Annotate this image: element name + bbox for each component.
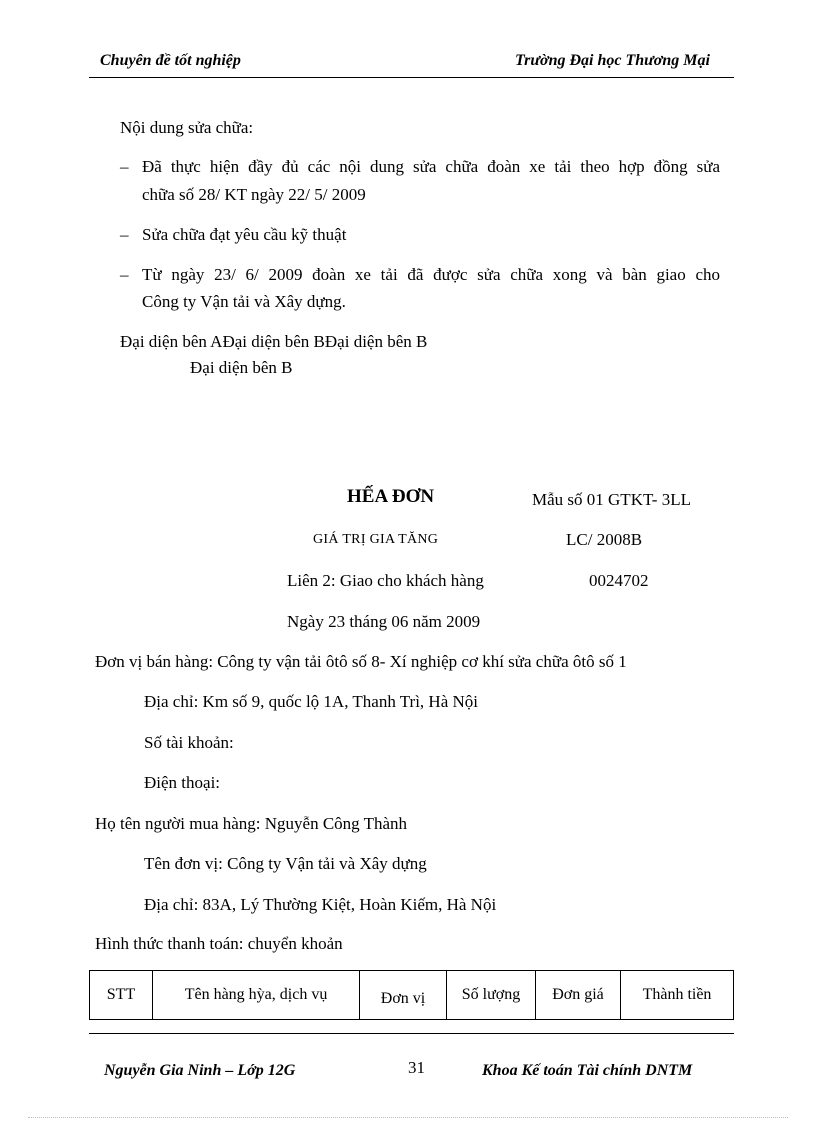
- header-right: Trường Đại học Thương Mại: [515, 52, 710, 69]
- seller-phone: Điện thoại:: [144, 773, 221, 792]
- bullet-3-line-2: Công ty Vận tải và Xây dựng.: [142, 292, 346, 311]
- payment-method: Hình thức thanh toán: chuyển khoản: [95, 934, 343, 953]
- bullet-1-line-1: Đã thực hiện đầy đủ các nội dung sửa chữa đoàn xe tải theo hợp đồng sửa: [142, 157, 720, 176]
- bullet-dash-1: –: [120, 157, 129, 176]
- invoice-copy: Liên 2: Giao cho khách hàng: [287, 571, 484, 590]
- col-header-item-name: Tên hàng hỳa, dịch vụ: [153, 971, 360, 1020]
- bullet-dash-3: –: [120, 265, 129, 284]
- table-header-row: [90, 971, 734, 1020]
- signatures-line-2: Đại diện bên B: [190, 358, 293, 377]
- invoice-title: HẾA ĐƠN: [347, 486, 435, 507]
- invoice-series: LC/ 2008B: [566, 530, 643, 549]
- buyer-unit: Tên đơn vị: Công ty Vận tải và Xây dựng: [144, 854, 427, 873]
- col-header-amount: Thành tiền: [621, 971, 734, 1020]
- repair-heading: Nội dung sửa chữa:: [120, 118, 254, 137]
- footer-rule: [89, 1033, 734, 1034]
- seller-address: Địa chỉ: Km số 9, quốc lộ 1A, Thanh Trì, Hà Nội: [144, 692, 479, 711]
- footer-author: Nguyễn Gia Ninh – Lớp 12G: [104, 1062, 296, 1079]
- col-header-unit-price: Đơn giá: [536, 971, 621, 1020]
- items-table: [89, 970, 734, 1020]
- bullet-3-line-1: Từ ngày 23/ 6/ 2009 đoàn xe tải đã được sửa chữa xong và bàn giao cho: [142, 265, 720, 284]
- invoice-form-number: Mẫu số 01 GTKT- 3LL: [532, 490, 691, 509]
- signatures-line-1: Đại diện bên AĐại diện bên BĐại diện bên B: [120, 332, 428, 351]
- buyer-name: Họ tên người mua hàng: Nguyễn Công Thành: [95, 814, 408, 833]
- bullet-1-line-2: chữa số 28/ KT ngày 22/ 5/ 2009: [142, 185, 366, 204]
- page-number: 31: [408, 1058, 425, 1077]
- header-left: Chuyên đề tốt nghiệp: [100, 52, 241, 69]
- invoice-subtitle: GIÁ TRỊ GIA TĂNG: [313, 532, 439, 547]
- bullet-2-line-1: Sửa chữa đạt yêu cầu kỹ thuật: [142, 225, 347, 244]
- col-header-stt: STT: [90, 971, 153, 1020]
- buyer-address: Địa chỉ: 83A, Lý Thường Kiệt, Hoàn Kiếm, Hà Nội: [144, 895, 497, 914]
- footer-faculty: Khoa Kế toán Tài chính DNTM: [482, 1062, 693, 1079]
- seller-unit: Đơn vị bán hàng: Công ty vận tải ôtô số 8- Xí nghiệp cơ khí sửa chữa ôtô số 1: [95, 652, 627, 671]
- bottom-dotted-border: [28, 1117, 788, 1118]
- invoice-number: 0024702: [589, 571, 649, 590]
- invoice-date: Ngày 23 tháng 06 năm 2009: [287, 612, 481, 631]
- col-header-unit: Đơn vị: [360, 971, 447, 1020]
- seller-account: Số tài khoản:: [144, 733, 234, 752]
- col-header-quantity: Số lượng: [447, 971, 536, 1020]
- header-rule: [89, 77, 734, 78]
- bullet-dash-2: –: [120, 225, 129, 244]
